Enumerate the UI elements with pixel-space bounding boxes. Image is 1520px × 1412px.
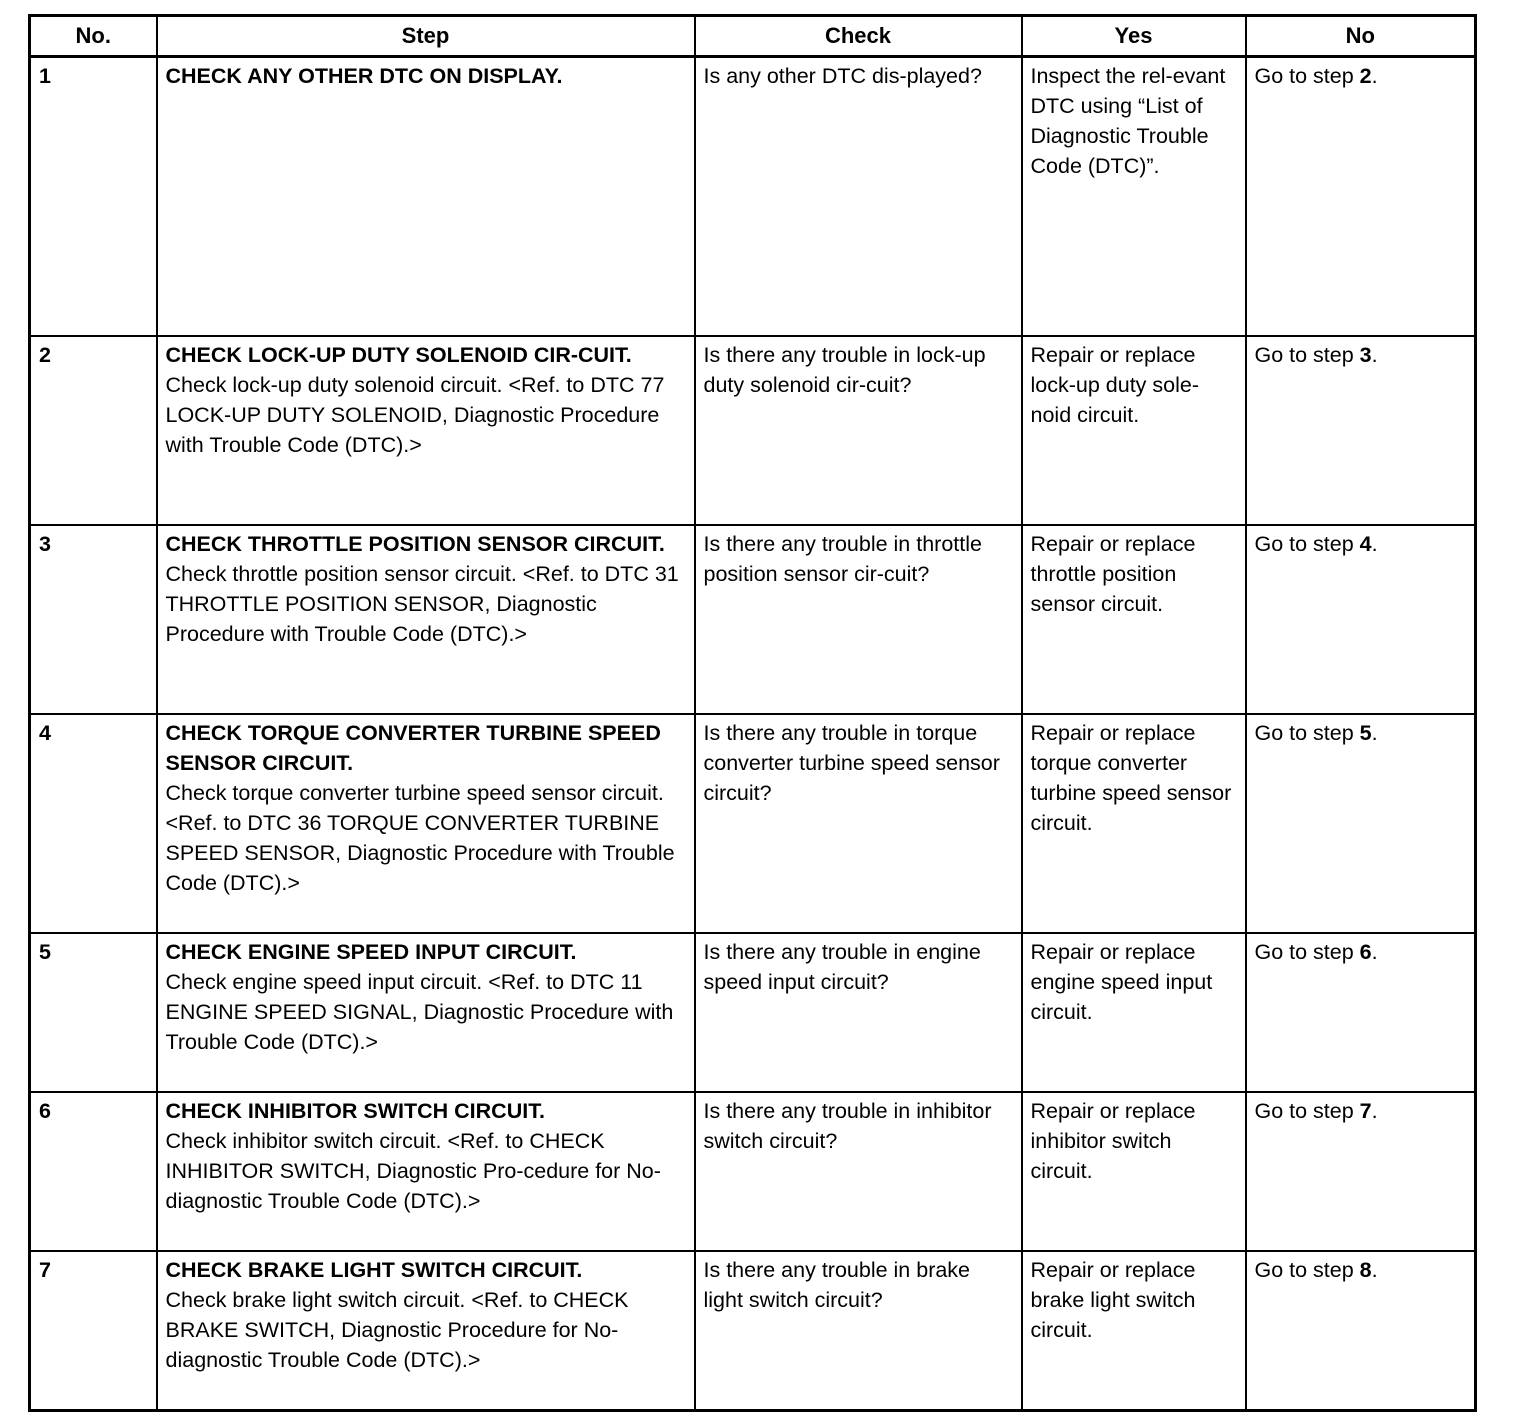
yes-cell: Repair or replace brake light switch circuit. [1022,1251,1246,1411]
no-suffix: . [1371,721,1378,745]
yes-cell: Repair or replace throttle position sensor circuit. [1022,525,1246,714]
yes-cell: Repair or replace lock-up duty sole-noid circuit. [1022,336,1246,525]
table-row [30,1251,1476,1411]
table-row [30,1092,1476,1251]
step-cell [157,1251,695,1411]
check-cell: Is there any trouble in engine speed input circuit? [695,933,1022,1092]
table-row [30,336,1476,525]
no-text: Go to step [1254,1099,1360,1123]
step-cell [157,57,695,337]
yes-cell: Repair or replace torque converter turbine speed sensor circuit. [1022,714,1246,933]
step-cell [157,525,695,714]
table-row [30,933,1476,1092]
diagnostic-procedure-table [28,14,1477,1412]
header-check: Check [695,16,1022,57]
no-cell [1246,1251,1476,1411]
document-page [28,14,1474,1412]
no-suffix: . [1371,1099,1378,1123]
no-text: Go to step [1254,532,1360,556]
step-number: 7 [30,1251,157,1411]
yes-cell: Repair or replace engine speed input circuit. [1022,933,1246,1092]
no-suffix: . [1371,64,1378,88]
step-body: Check brake light switch circuit. <Ref. to CHECK BRAKE SWITCH, Diagnostic Procedure for No-diagnostic Trouble Code (DTC).> [165,1288,629,1372]
step-number: 5 [30,933,157,1092]
no-cell [1246,933,1476,1092]
check-cell: Is there any trouble in inhibitor switch circuit? [695,1092,1022,1251]
check-cell: Is there any trouble in torque converter turbine speed sensor circuit? [695,714,1022,933]
check-cell: Is any other DTC dis-played? [695,57,1022,337]
no-cell [1246,336,1476,525]
step-title: CHECK INHIBITOR SWITCH CIRCUIT. [165,1099,545,1123]
step-number: 4 [30,714,157,933]
header-step: Step [157,16,695,57]
table-row [30,525,1476,714]
yes-cell: Repair or replace inhibitor switch circuit. [1022,1092,1246,1251]
step-cell [157,1092,695,1251]
no-text: Go to step [1254,721,1360,745]
check-cell: Is there any trouble in lock-up duty solenoid cir-cuit? [695,336,1022,525]
step-number: 1 [30,57,157,337]
step-cell [157,336,695,525]
no-cell [1246,57,1476,337]
next-step-number: 7 [1359,1099,1372,1123]
no-cell [1246,1092,1476,1251]
step-title: CHECK ENGINE SPEED INPUT CIRCUIT. [165,940,577,964]
step-title: CHECK THROTTLE POSITION SENSOR CIRCUIT. [165,532,665,556]
step-cell [157,714,695,933]
next-step-number: 5 [1359,721,1372,745]
table-row [30,57,1476,337]
no-cell [1246,525,1476,714]
step-title: CHECK ANY OTHER DTC ON DISPLAY. [165,64,563,88]
step-body: Check engine speed input circuit. <Ref. to DTC 11 ENGINE SPEED SIGNAL, Diagnostic Procedure with Trouble Code (DTC).> [165,970,674,1054]
no-text: Go to step [1254,64,1360,88]
no-suffix: . [1371,1258,1378,1282]
step-number: 3 [30,525,157,714]
next-step-number: 6 [1359,940,1372,964]
check-cell: Is there any trouble in brake light switch circuit? [695,1251,1022,1411]
no-text: Go to step [1254,940,1360,964]
yes-cell: Inspect the rel-evant DTC using “List of Diagnostic Trouble Code (DTC)”. [1022,57,1246,337]
no-text: Go to step [1254,343,1360,367]
header-no: No. [30,16,157,57]
step-cell [157,933,695,1092]
check-cell: Is there any trouble in throttle position sensor cir-cuit? [695,525,1022,714]
step-number: 2 [30,336,157,525]
next-step-number: 3 [1359,343,1372,367]
step-body: Check throttle position sensor circuit. <Ref. to DTC 31 THROTTLE POSITION SENSOR, Diagnostic Procedure with Trouble Code (DTC).> [165,562,679,646]
next-step-number: 8 [1359,1258,1372,1282]
step-title: CHECK LOCK-UP DUTY SOLENOID CIR-CUIT. [165,343,632,367]
header-yes: Yes [1022,16,1246,57]
step-title: CHECK BRAKE LIGHT SWITCH CIRCUIT. [165,1258,583,1282]
step-body: Check torque converter turbine speed sensor circuit. <Ref. to DTC 36 TORQUE CONVERTER TURBINE SPEED SENSOR, Diagnostic Procedure with Trouble Code (DTC).> [165,781,675,895]
no-suffix: . [1371,940,1378,964]
table-row [30,714,1476,933]
no-suffix: . [1371,532,1378,556]
next-step-number: 2 [1359,64,1372,88]
no-text: Go to step [1254,1258,1360,1282]
header-no-result: No [1246,16,1476,57]
no-cell [1246,714,1476,933]
step-number: 6 [30,1092,157,1251]
next-step-number: 4 [1359,532,1372,556]
step-body: Check inhibitor switch circuit. <Ref. to CHECK INHIBITOR SWITCH, Diagnostic Pro-cedure for No-diagnostic Trouble Code (DTC).> [165,1129,661,1213]
no-suffix: . [1371,343,1378,367]
step-title: CHECK TORQUE CONVERTER TURBINE SPEED SENSOR CIRCUIT. [165,721,661,775]
table-header-row [30,16,1476,57]
step-body: Check lock-up duty solenoid circuit. <Ref. to DTC 77 LOCK-UP DUTY SOLENOID, Diagnostic Procedure with Trouble Code (DTC).> [165,373,665,457]
